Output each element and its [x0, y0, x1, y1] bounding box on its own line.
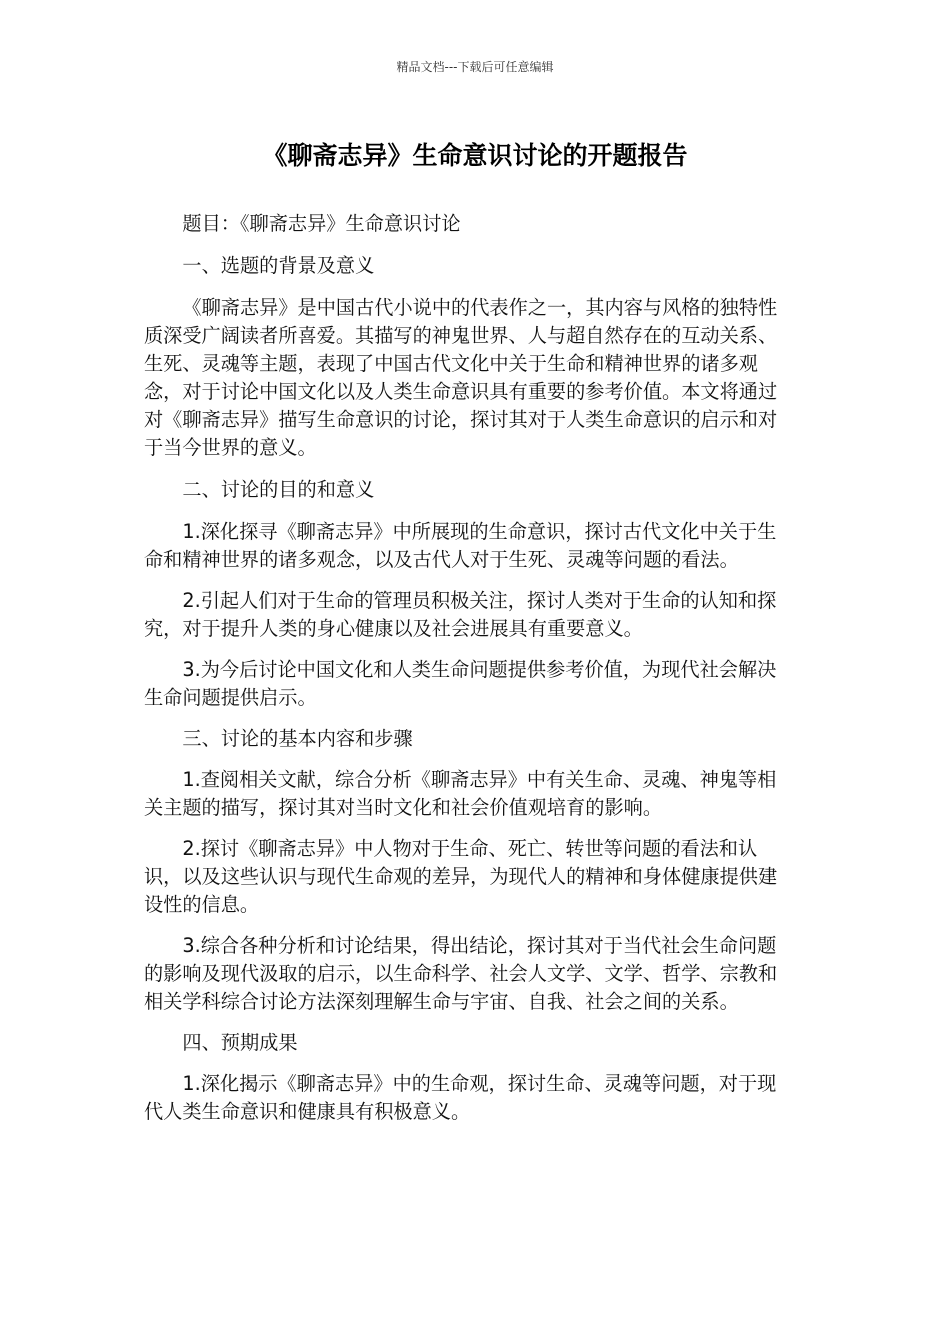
subject-line: 题目：《聊斋志异》生命意识讨论: [182, 212, 461, 235]
document-title: 《聊斋志异》生命意识讨论的开题报告: [262, 141, 688, 170]
section-heading-purpose: 二、讨论的目的和意义: [182, 478, 375, 501]
paragraph-purpose-1: 1.深化探寻《聊斋志异》中所展现的生命意识，探讨古代文化中关于生命和精神世界的诸多观念，以及古代人对于生死、灵魂等问题的看法。: [144, 520, 777, 571]
paragraph-content-1: 1.查阅相关文献，综合分析《聊斋志异》中有关生命、灵魂、神鬼等相关主题的描写，探讨其对当时文化和社会价值观培育的影响。: [144, 768, 777, 819]
paragraph-purpose-3: 3.为今后讨论中国文化和人类生命问题提供参考价值，为现代社会解决生命问题提供启示。: [144, 658, 777, 709]
section-heading-background: 一、选题的背景及意义: [182, 254, 375, 277]
paragraph-background: 《聊斋志异》是中国古代小说中的代表作之一，其内容与风格的独特性质深受广阔读者所喜爱。其描写的神鬼世界、人与超自然存在的互动关系、生死、灵魂等主题，表现了中国古代文化中关于生命和精神世界的诸多观念，对于讨论中国文化以及人类生命意识具有重要的参考价值。本文将通过对《聊斋志异》描写生命意识的讨论，探讨其对于人类生命意识的启示和对于当今世界的意义。: [144, 296, 778, 459]
paragraph-content-3: 3.综合各种分析和讨论结果，得出结论，探讨其对于当代社会生命问题的影响及现代汲取的启示，以生命科学、社会人文学、文学、哲学、宗教和相关学科综合讨论方法深刻理解生命与宇宙、自我、社会之间的关系。: [144, 934, 778, 1013]
paragraph-content-2: 2.探讨《聊斋志异》中人物对于生命、死亡、转世等问题的看法和认识，以及这些认识与现代生命观的差异，为现代人的精神和身体健康提供建设性的信息。: [144, 837, 778, 916]
section-heading-content: 三、讨论的基本内容和步骤: [182, 727, 413, 750]
paragraph-purpose-2: 2.引起人们对于生命的管理员积极关注，探讨人类对于生命的认知和探究，对于提升人类的身心健康以及社会进展具有重要意义。: [144, 589, 777, 640]
paragraph-outcomes-1: 1.深化揭示《聊斋志异》中的生命观，探讨生命、灵魂等问题，对于现代人类生命意识和健康具有积极意义。: [144, 1072, 777, 1123]
section-heading-outcomes: 四、预期成果: [182, 1031, 298, 1054]
header-note: 精品文档---下载后可任意编辑: [396, 60, 554, 74]
document-body: [144, 210, 792, 1126]
